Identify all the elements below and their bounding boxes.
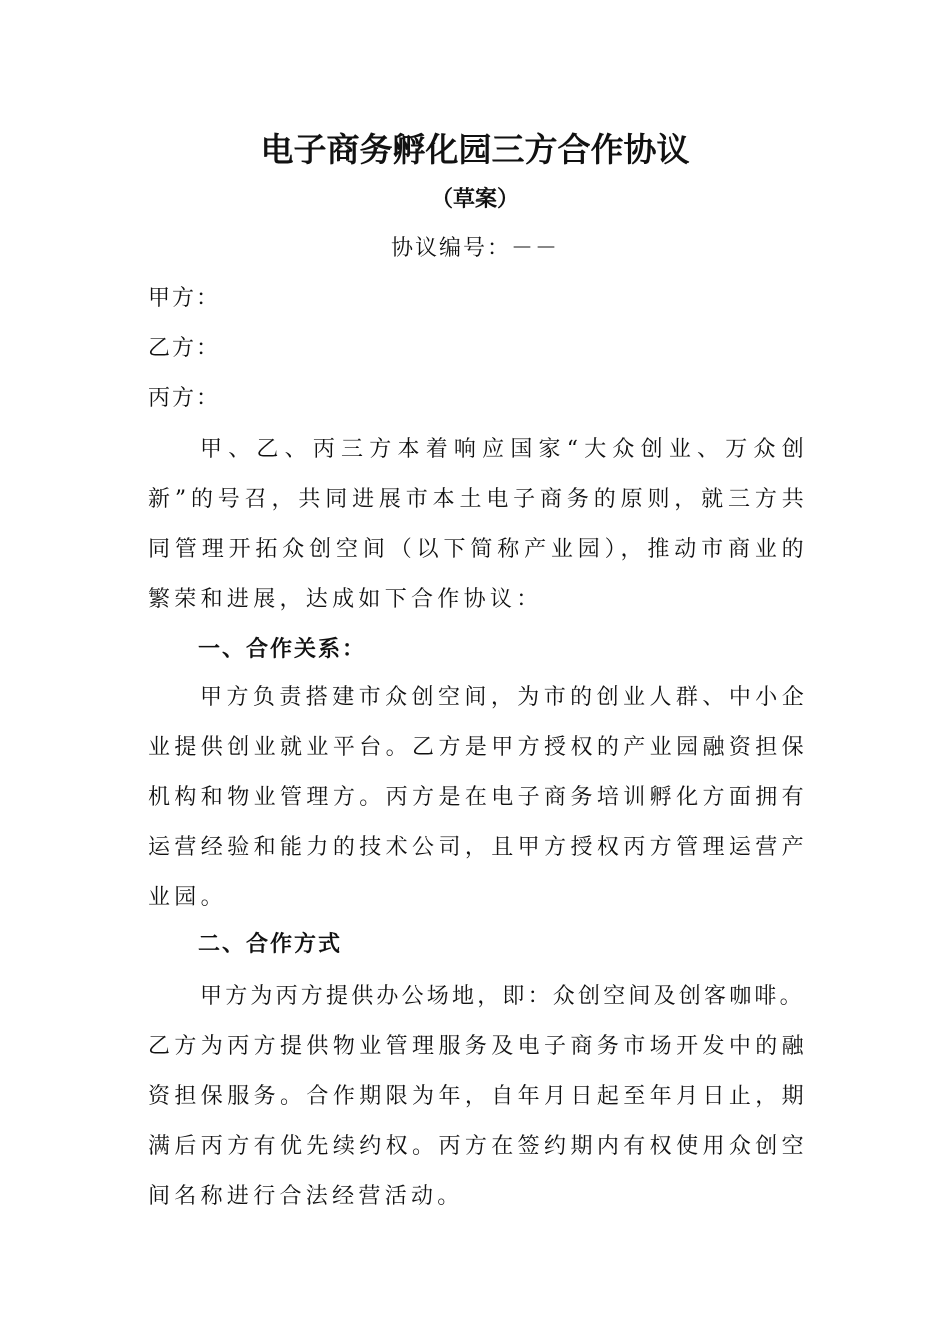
section-1-heading: 一、合作关系： xyxy=(198,637,367,662)
section-2-paragraph-line1: 甲方为丙方提供办公场地，即：众创空间及创客咖啡。 xyxy=(200,984,805,1009)
document-title: 电子商务孵化园三方合作协议 xyxy=(260,130,690,169)
agreement-number: 协议编号：－－ xyxy=(390,236,559,261)
section-2-heading: 二、合作方式 xyxy=(198,932,343,957)
document-subtitle: （草案） xyxy=(430,187,519,212)
party-a-label: 甲方： xyxy=(148,286,221,311)
section-2-paragraph: 乙方为丙方提供物业管理服务及电子商务市场开发中的融资担保服务。合作期限为年，自年月日起至年月日止，期满后丙方有优先续约权。丙方在签约期内有权使用众创空间名称进行合法经营活动。 xyxy=(148,1034,808,1209)
intro-paragraph: 甲、乙、丙三方本着响应国家“大众创业、万众创新”的号召，共同进展市本土电子商务的原则，就三方共同管理开拓众创空间（以下简称产业园），推动市商业的繁荣和进展，达成如下合作协议： xyxy=(148,437,808,612)
section-1-paragraph: 甲方负责搭建市众创空间，为市的创业人群、中小企业提供创业就业平台。乙方是甲方授权的产业园融资担保机构和物业管理方。丙方是在电子商务培训孵化方面拥有运营经验和能力的技术公司，且甲方授权丙方管理运营产业园。 xyxy=(148,685,808,910)
party-c-label: 丙方： xyxy=(148,386,221,411)
party-b-label: 乙方： xyxy=(148,336,221,361)
